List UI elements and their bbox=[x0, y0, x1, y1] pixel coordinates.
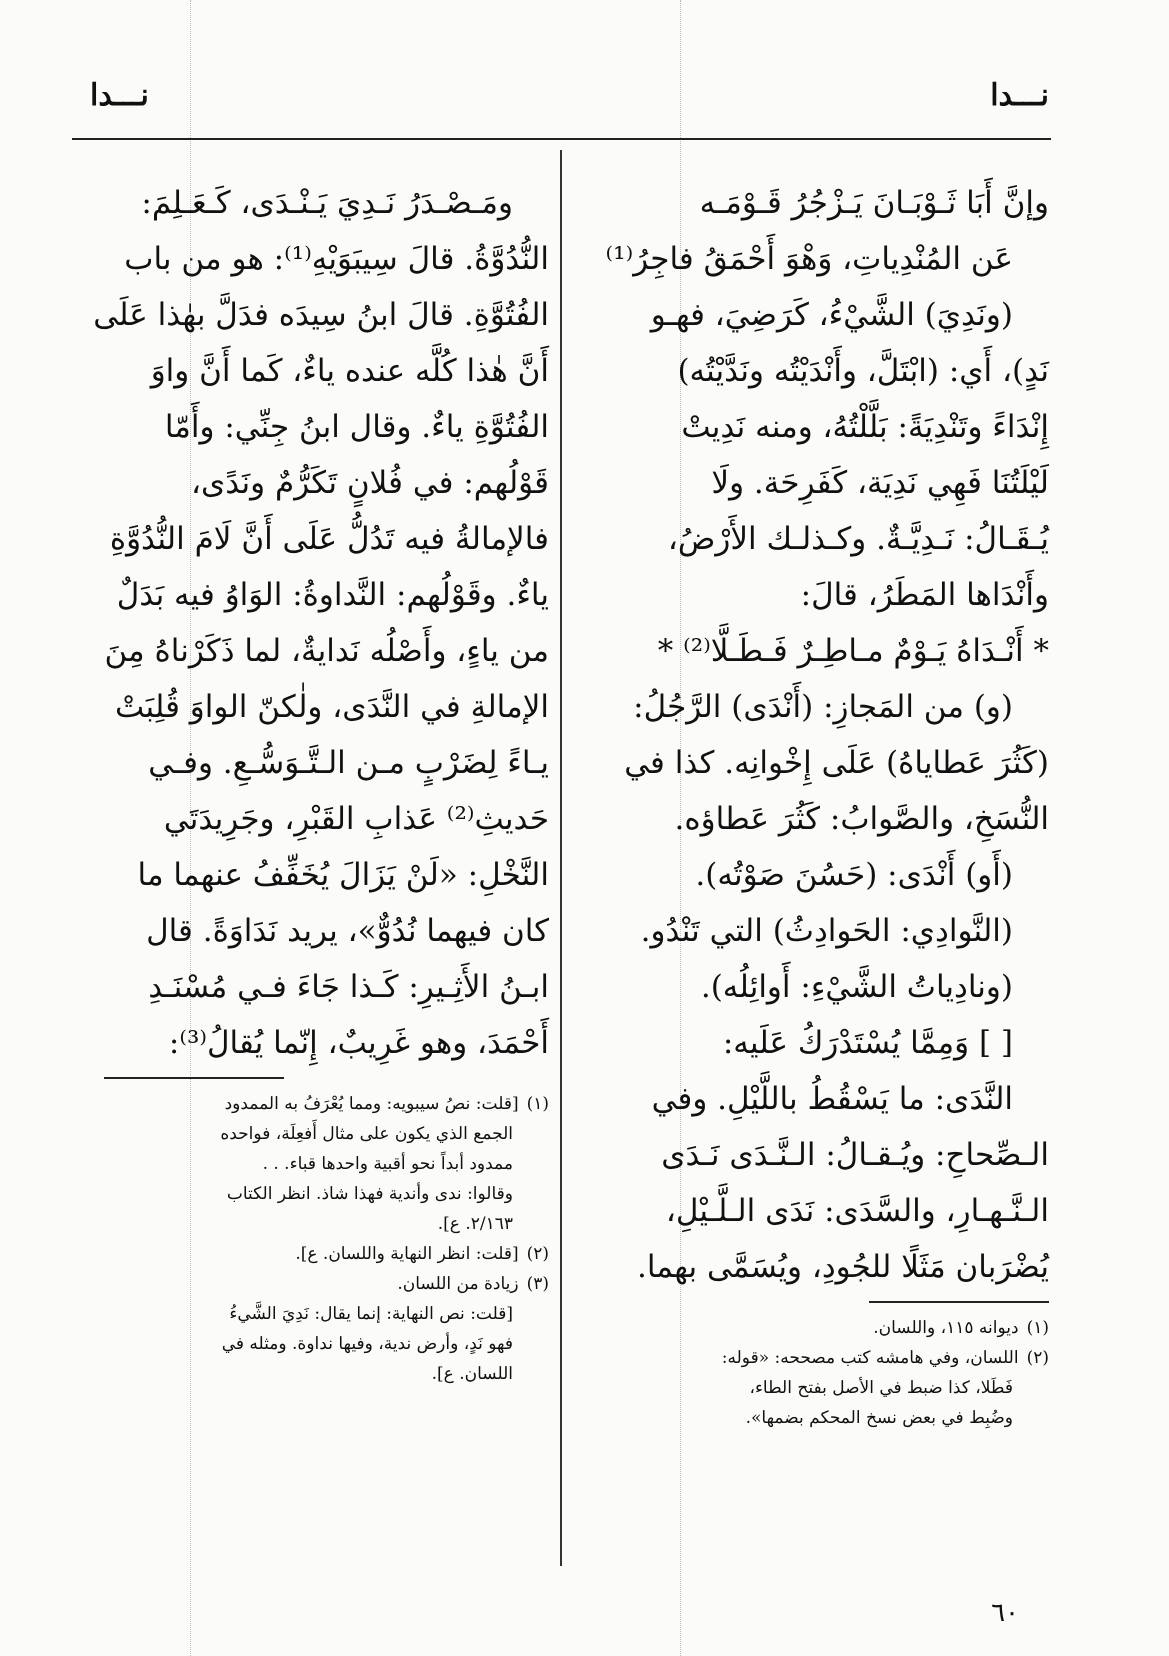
footnote: الجمع الذي يكون على مثال أَفعِلَة، فواحده bbox=[220, 1123, 513, 1144]
body-line: (كَثُرَ عَطاياهُ) عَلَى إِخْوانِه. كذا في bbox=[624, 745, 1049, 781]
body-line: حَديثِ⁽²⁾ عَذابِ القَبْرِ، وجَرِيدَتَي bbox=[163, 801, 549, 837]
body-line: الـنَّـهـارِ، والسَّدَى: نَدَى الـلَّـيْلِ، bbox=[665, 1193, 1049, 1229]
body-line: الفُتُوَّةِ ياءٌ. وقال ابنُ جِنِّي: وأَمّا bbox=[164, 409, 549, 445]
body-line: الإمالةِ في النَّدَى، ولٰكنّ الواوَ قُلِبَتْ bbox=[115, 689, 549, 725]
body-line: لَيْلَتُنَا فَهِي نَدِيَة، كَفَرِحَة. ولَا bbox=[711, 465, 1049, 501]
body-line: إِنْدَاءً وتَنْدِيَةً: بَلَّلْتُهُ، ومنه نَدِيتْ bbox=[681, 409, 1049, 445]
footnote: وضُبِط في بعض نسخ المحكم بضمها». bbox=[745, 1407, 1013, 1428]
footnote: (٢)[قلت: انظر النهاية واللسان. ع]. bbox=[295, 1243, 549, 1264]
running-head-left: نـــدا bbox=[90, 78, 149, 113]
footnote: اللسان. ع]. bbox=[431, 1363, 513, 1384]
body-line: ياءٌ. وقَوْلُهم: النَّداوةُ: الوَاوُ فيه بَدَلٌ bbox=[116, 577, 549, 613]
footnote: ٢/١٦٣. ع]. bbox=[437, 1213, 513, 1234]
body-line: ومَـصْـدَرُ نَـدِيَ يَـنْـدَى، كَـعَـلِمَ: bbox=[141, 185, 513, 221]
body-line: الـصِّحاحِ: ويُـقـالُ: الـنَّـدَى نَـدَى bbox=[661, 1137, 1049, 1173]
body-line: (أَو) أَنْدَى: (حَسُنَ صَوْتُه). bbox=[695, 857, 1013, 893]
body-line: (ونَدِيَ) الشَّيْءُ، كَرَضِيَ، فهـو bbox=[650, 297, 1013, 333]
body-line: (و) من المَجازِ: (أَنْدَى) الرَّجُلُ: bbox=[633, 689, 1013, 725]
footnote: فهو نَدٍ، وأرض ندية، وفيها نداوة. ومثله في bbox=[221, 1333, 513, 1354]
body-line: كان فيهما نُدُوٌّ»، يريد نَدَاوَةً. قال bbox=[146, 913, 549, 949]
verse-line: * أَنْـدَاهُ يَـوْمٌ مـاطِـرٌ فَـطَـلَّا⁽²⁾ * bbox=[657, 633, 1049, 669]
footnote: (٢)اللسان، وفي هامشه كتب مصححه: «قوله: bbox=[721, 1347, 1049, 1368]
footnote: وقالوا: ندى وأندية فهذا شاذ. انظر الكتاب bbox=[226, 1183, 513, 1204]
footnote-rule bbox=[104, 1077, 284, 1079]
body-line: النُّدُوَّةُ. قالَ سِيبَوَيْهِ⁽¹⁾: هو من باب bbox=[124, 241, 549, 277]
body-line: أَحْمَدَ، وهو غَرِيبٌ، إِنّما يُقالُ⁽³⁾: bbox=[168, 1025, 549, 1061]
right-column bbox=[605, 175, 1049, 1433]
body-line: وإنَّ أَبَا ثَـوْبَـانَ يَـزْجُرُ قَـوْمَـه bbox=[699, 185, 1049, 221]
body-line: يـاءً لِضَرْبٍ مـن الـتَّـوَسُّـعِ. وفـي bbox=[148, 745, 549, 781]
body-line: وأَنْدَاها المَطَرُ، قالَ: bbox=[800, 577, 1049, 613]
body-line: (ونادِياتُ الشَّيْءِ: أَوائِلُه). bbox=[700, 969, 1013, 1005]
footnote: [قلت: نص النهاية: إنما يقال: نَدِيَ الشَّيءُ bbox=[229, 1303, 513, 1324]
header-rule bbox=[72, 138, 1051, 140]
body-line: من ياءٍ، وأَصْلُه نَدايةٌ، لما ذَكَرْناهُ مِنَ bbox=[104, 633, 549, 669]
body-line: قَوْلُهم: في فُلانٍ تَكَرُّمٌ ونَدًى، bbox=[191, 465, 549, 501]
body-line: ابـنُ الأَثِـيرِ: كَـذا جَاءَ فـي مُسْنَـدِ bbox=[148, 969, 549, 1005]
body-line: يُـقَـالُ: نَـدِيَّـةٌ. وكـذلـك الأَرْضُ، bbox=[667, 521, 1049, 557]
body-line: أَنَّ هٰذا كُلَّه عنده ياءٌ، كَما أَنَّ واوَ bbox=[150, 353, 549, 389]
footnote: ممدود أبداً نحو أقبية واحدها قباء. . . bbox=[262, 1153, 513, 1174]
footnote: (٣)زيادة من اللسان. bbox=[397, 1273, 549, 1294]
body-line: [ ] وَمِمَّا يُسْتَدْرَكُ عَلَيه: bbox=[722, 1025, 1013, 1061]
body-line: فالإمالةُ فيه تَدُلُّ عَلَى أَنَّ لَامَ النُّدُوَّةِ bbox=[109, 521, 549, 557]
footnote: فَطَلا، كذا ضبط في الأصل بفتح الطاء، bbox=[749, 1377, 1013, 1398]
body-line: نَدٍ)، أَي: (ابْتَلَّ، وأَنْدَيْتُه ونَدَّيْتُه) bbox=[677, 353, 1049, 389]
body-line: النَّدَى: ما يَسْقُطُ باللَّيْلِ. وفي bbox=[651, 1081, 1013, 1117]
body-line: عَن المُنْدِياتِ، وَهْوَ أَحْمَقُ فاجِرُ⁽¹⁾ bbox=[605, 241, 1013, 277]
footnote: (١)[قلت: نصُ سيبويه: ومما يُعْرَفُ به الممدود bbox=[224, 1093, 549, 1114]
footnote-rule bbox=[869, 1301, 1049, 1303]
body-line: النُّسَخِ، والصَّوابُ: كَثُرَ عَطاؤه. bbox=[674, 801, 1049, 837]
body-line: الفُتُوَّةِ. قالَ ابنُ سِيدَه فدَلَّ بهٰذا عَلَى bbox=[93, 297, 549, 333]
running-head-right: نـــدا bbox=[990, 78, 1049, 113]
body-line: يُضْرَبان مَثَلًا للجُودِ، ويُسَمَّى بهما. bbox=[636, 1249, 1049, 1285]
body-line: (النَّوادِي: الحَوادِثُ) التي تَنْدُو. bbox=[640, 913, 1013, 949]
left-column bbox=[93, 175, 549, 1389]
page-number: ٦٠ bbox=[991, 1598, 1019, 1628]
footnote: (١)ديوانه ١١٥، واللسان. bbox=[873, 1317, 1049, 1338]
body-line: النَّخْلِ: «لَنْ يَزَالَ يُخَفِّفُ عنهما ما bbox=[137, 857, 549, 893]
column-divider bbox=[560, 150, 562, 1566]
